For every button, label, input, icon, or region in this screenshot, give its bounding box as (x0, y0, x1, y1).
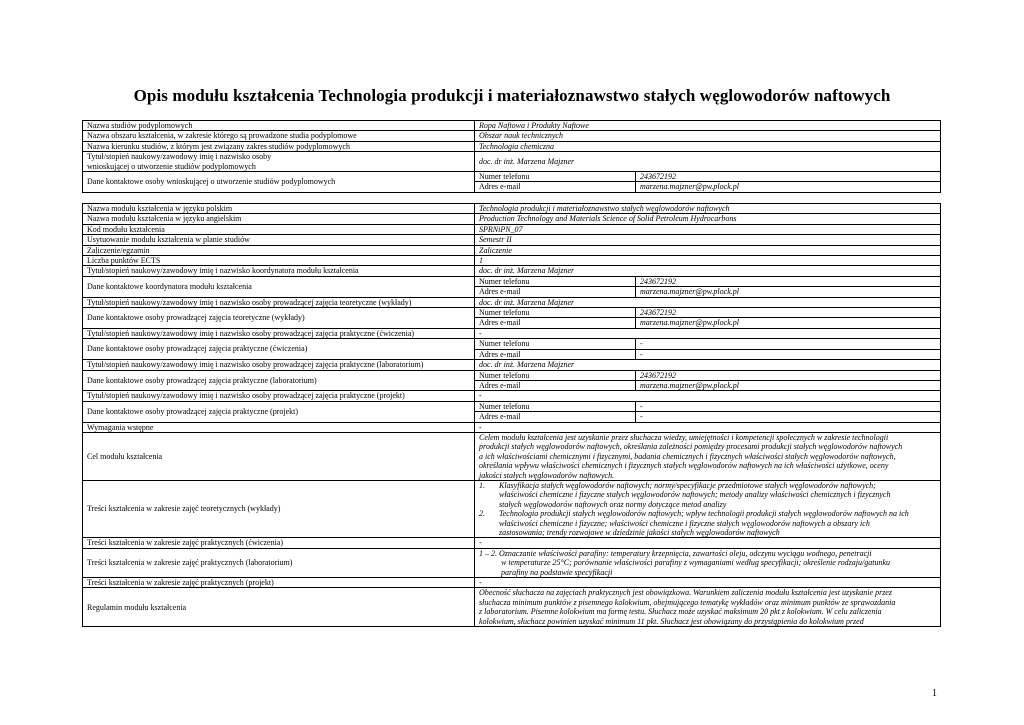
table-row (83, 391, 941, 401)
table-row (83, 432, 941, 480)
page-number: 1 (932, 688, 937, 699)
row-label: Dane kontaktowe osoby prowadzącej zajęcia teoretyczne (wykłady) (83, 308, 475, 329)
text-line: z laboratorium. Pisemne kolokwium ma formę testu. Słuchacz może uzyskać maksimum 20 pkt z kolokwium. W celu zaliczenia (479, 607, 882, 617)
row-label: Zaliczenie/egzamin (83, 245, 475, 255)
phone-label: Numer telefonu (475, 339, 636, 349)
row-label: Nazwa kierunku studiów, z którym jest związany zakres studiów podyplomowych (83, 141, 475, 151)
row-value: - (475, 328, 941, 338)
row-value: doc. dr inż. Marzena Majzner (475, 360, 941, 370)
text-line: parafiny na podstawie specyfikacji (501, 567, 613, 577)
row-label: Regulamin modułu kształcenia (83, 588, 475, 627)
row-value: 1 (475, 256, 941, 266)
email-label: Adres e-mail (475, 349, 636, 359)
row-value: doc. dr inż. Marzena Majzner (475, 152, 941, 172)
table-row (83, 172, 941, 182)
row-value: doc. dr inż. Marzena Majzner (475, 266, 941, 276)
page-title: Opis modułu kształcenia Technologia produkcji i materiałoznawstwo stałych węglowodorów naftowych (133, 86, 891, 105)
email-label: Adres e-mail (475, 380, 636, 390)
text-line: Klasyfikacja stałych węglowodorów naftowych; normy/specyfikacje przedmiotowe stałych węglowodorów naftowych; (499, 480, 876, 490)
phone-label: Numer telefonu (475, 276, 636, 286)
item-number: 1. (479, 480, 485, 490)
row-label: Dane kontaktowe osoby prowadzącej zajęcia praktyczne (laboratorium) (83, 370, 475, 391)
email-value: - (636, 412, 941, 422)
row-label: Treści kształcenia w zakresie zajęć teoretycznych (wykłady) (83, 480, 475, 537)
module-info-table (82, 203, 941, 627)
lecture-content (475, 480, 941, 537)
phone-label: Numer telefonu (475, 172, 636, 182)
table-row (83, 297, 941, 307)
phone-label: Numer telefonu (475, 370, 636, 380)
phone-label: Numer telefonu (475, 401, 636, 411)
row-label: Wymagania wstępne (83, 422, 475, 432)
row-label: Usytuowanie modułu kształcenia w planie studiów (83, 235, 475, 245)
text-line: stałych węglowodorów naftowych oraz normy dotyczące metod analizy (499, 499, 727, 509)
row-label: Dane kontaktowe osoby prowadzącej zajęcia praktyczne (projekt) (83, 401, 475, 422)
row-value: Ropa Naftowa i Produkty Naftowe (475, 121, 941, 131)
phone-value: 243672192 (636, 172, 941, 182)
email-value: marzena.majzner@pw.plock.pl (636, 287, 941, 297)
row-label: Tytuł/stopień naukowy/zawodowy imię i nazwisko osoby prowadzącej zajęcia praktyczne (projekt) (83, 391, 475, 401)
regulations-text (475, 588, 941, 627)
row-label: Nazwa studiów podyplomowych (83, 121, 475, 131)
text-line: właściwości chemiczne i fizyczne; właściwości chemiczne i fizyczne stałych węglowodorów naftowych a obszary ich (499, 518, 870, 528)
table-row (83, 141, 941, 151)
table-row (83, 245, 941, 255)
table-row (83, 131, 941, 141)
table-row (83, 328, 941, 338)
table-row (83, 588, 941, 627)
row-label: Nazwa modułu kształcenia w języku angielskim (83, 214, 475, 224)
table-row (83, 256, 941, 266)
phone-value: - (636, 339, 941, 349)
row-value: Zaliczenie (475, 245, 941, 255)
row-value: - (475, 422, 941, 432)
row-value: - (475, 578, 941, 588)
email-label: Adres e-mail (475, 182, 636, 192)
table-row (83, 370, 941, 380)
table-row (83, 235, 941, 245)
text-line: Celem modułu kształcenia jest uzyskanie przez słuchacza wiedzy, umiejętności i kompetencji społecznych w zakresie technologii (479, 432, 889, 442)
study-info-table (82, 120, 941, 193)
row-label: Tytuł/stopień naukowy/zawodowy imię i nazwisko osoby prowadzącej zajęcia praktyczne (laboratorium) (83, 360, 475, 370)
text-line: jakości stałych węglowodorów naftowych. (479, 470, 615, 480)
table-row (83, 204, 941, 214)
table-row (83, 276, 941, 286)
phone-label: Numer telefonu (475, 308, 636, 318)
text-line: Technologia produkcji stałych węglowodorów naftowych; wpływ technologii produkcji stałych węglowodorów naftowych na ich (499, 509, 909, 519)
text-line: określania wpływu właściwości chemicznych i fizycznych stałych węglowodorów naftowych na ich właściwości użytkowe, oceny (479, 461, 889, 471)
email-value: - (636, 349, 941, 359)
row-label: Tytuł/stopień naukowy/zawodowy imię i nazwisko osoby prowadzącej zajęcia teoretyczne (wykłady) (83, 297, 475, 307)
row-label: Kod modułu kształcenia (83, 224, 475, 234)
text-line: 1 – 2. Oznaczanie właściwości parafiny: temperatury krzepnięcia, zawartości oleju, odczynu wyciągu wodnego, penetracji (479, 548, 872, 558)
row-label: Tytuł/stopień naukowy/zawodowy imię i nazwisko koordynatora modułu kształcenia (83, 266, 475, 276)
row-value: Technologia chemiczna (475, 141, 941, 151)
phone-value: 243672192 (636, 370, 941, 380)
list-item (479, 481, 936, 509)
text-line: w temperaturze 25°C; porównanie właściwości parafiny z wymaganiami według specyfikacji; określenie rodzaju/gatunku (501, 558, 891, 568)
row-label: Treści kształcenia w zakresie zajęć praktycznych (ćwiczenia) (83, 538, 475, 548)
row-label: Dane kontaktowe koordynatora modułu kształcenia (83, 276, 475, 297)
table-row (83, 422, 941, 432)
row-label: Tytuł/stopień naukowy/zawodowy imię i nazwisko osoby prowadzącej zajęcia praktyczne (ćwiczenia) (83, 328, 475, 338)
email-label: Adres e-mail (475, 287, 636, 297)
text-line: kolokwium, słuchacz powinien uzyskać minimum 11 pkt. Słuchacz jest obowiązany do przystąpienia do kolokwium przed (479, 616, 864, 626)
row-value: Production Technology and Materials Science of Solid Petroleum Hydrocarbons (475, 214, 941, 224)
row-label: Cel modułu kształcenia (83, 432, 475, 480)
email-label: Adres e-mail (475, 318, 636, 328)
phone-value: - (636, 401, 941, 411)
table-row (83, 360, 941, 370)
text-line: zastosowania; trendy rozwojowe w dziedzinie jakości stałych węglowodorów naftowych (499, 528, 780, 537)
phone-value: 243672192 (636, 276, 941, 286)
table-row (83, 480, 941, 537)
row-label: Treści kształcenia w zakresie zajęć praktycznych (projekt) (83, 578, 475, 588)
email-value: marzena.majzner@pw.plock.pl (636, 182, 941, 192)
text-line: a ich właściwościami chemicznymi i fizycznymi, badania chemicznych i fizycznych właściwości stałych węglowodorów naftowych, (479, 451, 896, 461)
email-value: marzena.majzner@pw.plock.pl (636, 380, 941, 390)
row-value: - (475, 538, 941, 548)
text-line: produkcji stałych węglowodorów naftowych, określania zależności pomiędzy procesami produkcji stałych węglowodorów naftowych (479, 442, 903, 452)
row-value: doc. dr inż. Marzena Majzner (475, 297, 941, 307)
list-item (479, 509, 936, 537)
item-number: 2. (479, 509, 485, 519)
row-label: Liczba punktów ECTS (83, 256, 475, 266)
row-value: Semestr II (475, 235, 941, 245)
table-row (83, 266, 941, 276)
row-value: - (475, 391, 941, 401)
email-value: marzena.majzner@pw.plock.pl (636, 318, 941, 328)
table-row (83, 214, 941, 224)
table-row (83, 339, 941, 349)
text-line: Obecność słuchacza na zajęciach praktycznych jest obowiązkowa. Warunkiem zaliczenia modułu kształcenia jest uzyskanie przez (479, 588, 892, 598)
goal-text (475, 432, 941, 480)
table-row (83, 121, 941, 131)
table-row (83, 401, 941, 411)
table-row (83, 538, 941, 548)
row-value: SPRNiPN_07 (475, 224, 941, 234)
row-label: Treści kształcenia w zakresie zajęć praktycznych (laboratorium) (83, 548, 475, 577)
row-label: Nazwa obszaru kształcenia, w zakresie którego są prowadzone studia podyplomowe (83, 131, 475, 141)
table-row (83, 152, 941, 172)
email-label: Adres e-mail (475, 412, 636, 422)
row-value: Technologia produkcji i materiałoznawstwo stałych węglowodorów naftowych (475, 204, 941, 214)
table-row (83, 308, 941, 318)
phone-value: 243672192 (636, 308, 941, 318)
text-line: właściwości chemiczne i fizyczne stałych węglowodorów naftowych; metody analizy właściwości chemicznych i fizycznych (499, 490, 891, 500)
row-label: Tytuł/stopień naukowy/zawodowy imię i nazwisko osoby wnioskującej o utworzenie studiów podyplomowych (83, 152, 475, 172)
lab-content (475, 548, 941, 577)
row-label: Nazwa modułu kształcenia w języku polskim (83, 204, 475, 214)
table-row (83, 224, 941, 234)
table-row (83, 548, 941, 577)
text-line: słuchacza minimum punktów z pisemnego kolokwium, obejmującego tematykę wykładów oraz minimum punktów ze sprawozdania (479, 597, 896, 607)
table-row (83, 578, 941, 588)
row-value: Obszar nauk technicznych (475, 131, 941, 141)
row-label: Dane kontaktowe osoby prowadzącej zajęcia praktyczne (ćwiczenia) (83, 339, 475, 360)
row-label: Dane kontaktowe osoby wnioskującej o utworzenie studiów podyplomowych (83, 172, 475, 193)
